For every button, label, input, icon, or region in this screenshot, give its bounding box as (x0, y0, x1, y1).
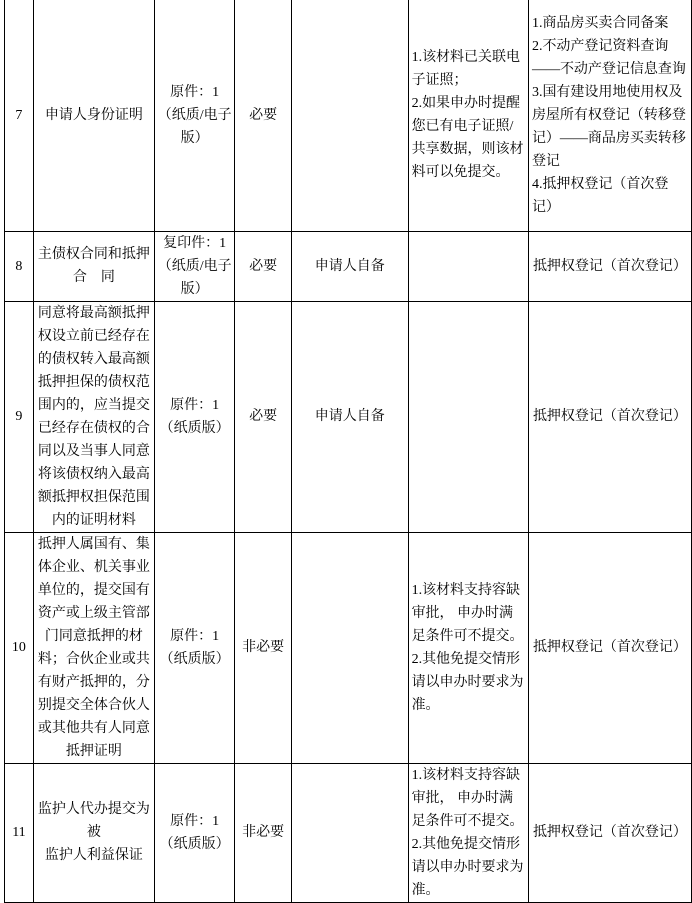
row-number-cell (5, 763, 34, 902)
material-name: 申请人身份证明 (44, 107, 143, 123)
source-cell (292, 0, 409, 231)
registration-types-cell (528, 763, 691, 902)
source-cell (292, 301, 409, 532)
notes-cell (408, 532, 528, 763)
note-item: 2.如果申办时提醒您已有电子证照/共享数据，则该材料可以免提交。 (411, 96, 524, 181)
source-cell (292, 231, 409, 301)
necessity-cell (235, 301, 292, 532)
copies-line: 复印件：1 (163, 235, 227, 251)
copies-line: 原件：1 (170, 397, 220, 413)
copies-line: （纸质版） (159, 651, 230, 667)
row-number: 10 (11, 640, 26, 655)
materials-table (4, 0, 692, 903)
necessity-cell (235, 231, 292, 301)
copies-cell (154, 763, 234, 902)
row-number-cell (5, 301, 34, 532)
necessity-value: 非必要 (242, 825, 285, 840)
material-name-line: 监护人代办提交为被 (37, 802, 150, 840)
necessity-value: 必要 (249, 258, 278, 274)
copies-line: 原件：1 (170, 628, 220, 644)
material-name: 同意将最高额抵押权设立前已经存在的债权转入最高额抵押担保的债权范围内的，应当提交已经存在债权的合同以及当事人同意将该债权纳入最高额抵押权担保范围内的证明材料 (37, 305, 150, 528)
note-item: 2.其他免提交情形请以申办时要求为准。 (411, 836, 524, 898)
necessity-cell (235, 532, 292, 763)
registration-item: 1.商品房买卖合同备案 (531, 15, 669, 31)
row-number: 9 (15, 409, 23, 424)
table-row (5, 231, 692, 301)
material-name-cell (33, 763, 154, 902)
row-number: 8 (15, 258, 23, 274)
copies-line: 原件：1 (170, 813, 220, 829)
material-name-cell (33, 532, 154, 763)
copies-cell (154, 532, 234, 763)
row-number-cell (5, 231, 34, 301)
notes-cell (408, 231, 528, 301)
copies-cell (154, 301, 234, 532)
material-name-line: 合 同 (72, 270, 115, 285)
notes-cell (408, 0, 528, 231)
copies-line: （纸质/电子版） (157, 258, 232, 297)
material-name-cell (33, 231, 154, 301)
material-name-cell (33, 0, 154, 231)
copies-line: （纸质/电子版） (157, 107, 232, 146)
registration-types-cell (528, 301, 691, 532)
necessity-cell (235, 0, 292, 231)
copies-line: 原件：1 (170, 84, 220, 100)
note-item: 1.该材料支持容缺审批， 申办时满足条件可不提交。 (411, 582, 524, 644)
material-name-line: 主债权合同和抵押 (37, 247, 150, 262)
source-value: 申请人自备 (314, 258, 385, 274)
registration-item: 抵押权登记（首次登记） (532, 409, 687, 424)
necessity-cell (235, 763, 292, 902)
copies-line: （纸质版） (159, 836, 230, 852)
table-row (5, 532, 692, 763)
row-number: 7 (15, 107, 23, 123)
notes-cell (408, 763, 528, 902)
copies-cell (154, 231, 234, 301)
registration-item: 抵押权登记（首次登记） (532, 825, 687, 840)
copies-cell (154, 0, 234, 231)
registration-item: 2.不动产登记资料查询——不动产登记信息查询 (531, 38, 686, 77)
necessity-value: 必要 (249, 409, 278, 424)
material-name: 抵押人属国有、集体企业、机关事业单位的，提交国有资产或上级主管部门同意抵押的材料；合伙企业或共有财产抵押的，分别提交全体合伙人或其他共有人同意抵押证明 (37, 536, 150, 759)
source-cell (292, 763, 409, 902)
registration-types-cell (528, 532, 691, 763)
necessity-value: 必要 (249, 107, 278, 123)
registration-item: 4.抵押权登记（首次登记） (531, 176, 669, 215)
note-item: 2.其他免提交情形请以申办时要求为准。 (411, 651, 524, 713)
material-name-line: 监护人利益保证 (44, 848, 143, 863)
note-item: 1.该材料已关联电子证照； (411, 50, 521, 89)
registration-types-cell (528, 231, 691, 301)
notes-cell (408, 301, 528, 532)
row-number-cell (5, 532, 34, 763)
material-name-cell (33, 301, 154, 532)
note-item: 1.该材料支持容缺审批， 申办时满足条件可不提交。 (411, 767, 524, 829)
table-row (5, 301, 692, 532)
source-cell (292, 532, 409, 763)
necessity-value: 非必要 (242, 640, 285, 655)
registration-item: 抵押权登记（首次登记） (532, 640, 687, 655)
registration-types-cell (528, 0, 691, 231)
registration-item: 3.国有建设用地使用权及房屋所有权登记（转移登记）——商品房买卖转移登记 (531, 84, 686, 169)
row-number-cell (5, 0, 34, 231)
row-number: 11 (12, 825, 26, 840)
copies-line: （纸质版） (159, 420, 230, 436)
source-value: 申请人自备 (314, 409, 385, 424)
table-row (5, 0, 692, 231)
table-row (5, 763, 692, 902)
registration-item: 抵押权登记（首次登记） (532, 258, 687, 274)
